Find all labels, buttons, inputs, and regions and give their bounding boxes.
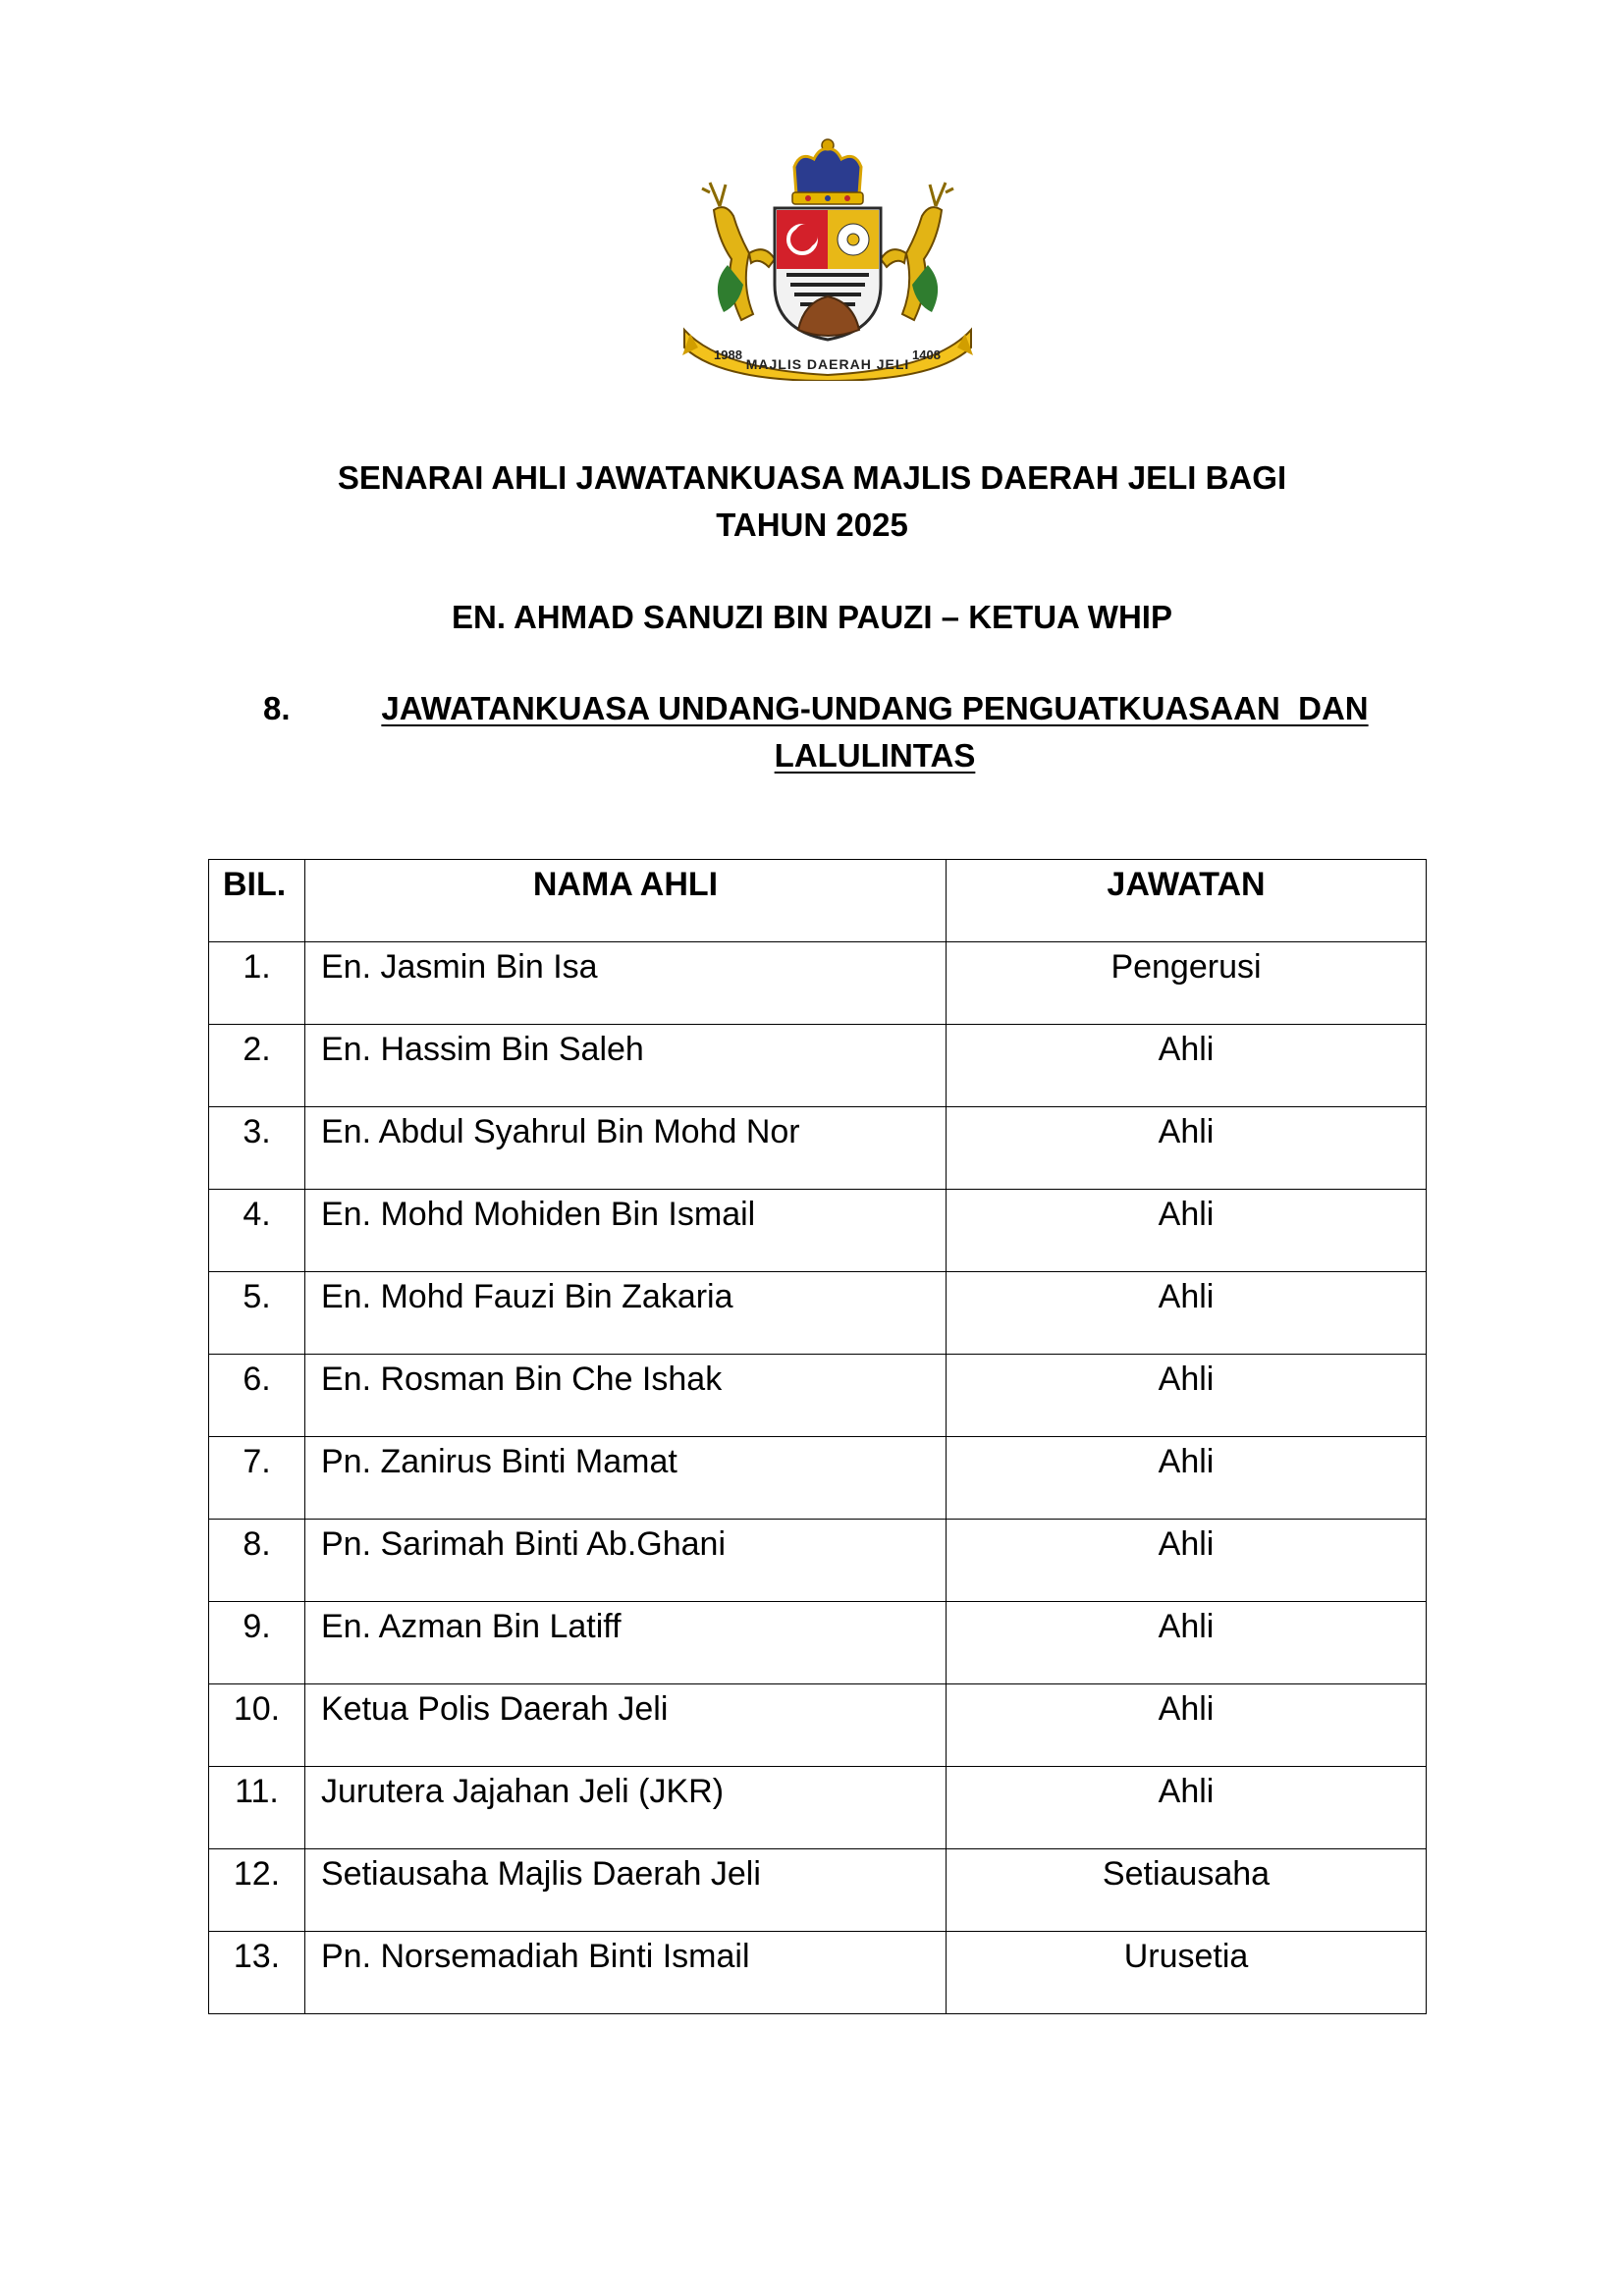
cell-jawatan: Ahli bbox=[947, 1767, 1427, 1849]
cell-bil: 3. bbox=[209, 1107, 305, 1190]
cell-bil: 6. bbox=[209, 1355, 305, 1437]
table-row bbox=[209, 1107, 1427, 1190]
cell-nama: Jurutera Jajahan Jeli (JKR) bbox=[305, 1767, 947, 1849]
shield-icon bbox=[775, 208, 881, 340]
table-row bbox=[209, 1355, 1427, 1437]
cell-jawatan: Ahli bbox=[947, 1437, 1427, 1520]
cell-jawatan: Ahli bbox=[947, 1684, 1427, 1767]
table-row bbox=[209, 1684, 1427, 1767]
table-header-row bbox=[209, 860, 1427, 942]
majlis-daerah-jeli-crest bbox=[680, 137, 975, 381]
table-row bbox=[209, 1025, 1427, 1107]
section-number: 8. bbox=[263, 690, 291, 726]
section-title bbox=[318, 685, 1432, 779]
table-row bbox=[209, 1520, 1427, 1602]
year-left: 1988 bbox=[714, 347, 742, 362]
table-row bbox=[209, 1272, 1427, 1355]
cell-bil: 1. bbox=[209, 942, 305, 1025]
cell-nama: Pn. Zanirus Binti Mamat bbox=[305, 1437, 947, 1520]
header-nama-ahli: NAMA AHLI bbox=[305, 860, 947, 942]
section-title-line1: JAWATANKUASA UNDANG-UNDANG PENGUATKUASAAN DAN bbox=[381, 690, 1369, 726]
cell-jawatan: Ahli bbox=[947, 1355, 1427, 1437]
cell-jawatan: Ahli bbox=[947, 1602, 1427, 1684]
cell-bil: 5. bbox=[209, 1272, 305, 1355]
document-title-line2: TAHUN 2025 bbox=[716, 507, 908, 543]
cell-nama: Setiausaha Majlis Daerah Jeli bbox=[305, 1849, 947, 1932]
ketua-whip-line: EN. AHMAD SANUZI BIN PAUZI – KETUA WHIP bbox=[452, 599, 1172, 635]
cell-jawatan: Ahli bbox=[947, 1520, 1427, 1602]
cell-jawatan: Pengerusi bbox=[947, 942, 1427, 1025]
deer-left-icon bbox=[702, 183, 775, 320]
cell-jawatan: Setiausaha bbox=[947, 1849, 1427, 1932]
table-row bbox=[209, 1767, 1427, 1849]
cell-jawatan: Ahli bbox=[947, 1272, 1427, 1355]
cell-bil: 8. bbox=[209, 1520, 305, 1602]
cell-jawatan: Urusetia bbox=[947, 1932, 1427, 2014]
cell-bil: 7. bbox=[209, 1437, 305, 1520]
crest-ring-text: MAJLIS DAERAH JELI bbox=[745, 356, 910, 372]
committee-members-table bbox=[208, 859, 1427, 2014]
cell-jawatan: Ahli bbox=[947, 1107, 1427, 1190]
cell-nama: En. Rosman Bin Che Ishak bbox=[305, 1355, 947, 1437]
document-title-line1: SENARAI AHLI JAWATANKUASA MAJLIS DAERAH JELI BAGI bbox=[337, 459, 1287, 496]
cell-bil: 10. bbox=[209, 1684, 305, 1767]
header-bil: BIL. bbox=[209, 860, 305, 942]
section-title-line2: LALULINTAS bbox=[774, 737, 976, 774]
table-row bbox=[209, 1849, 1427, 1932]
cell-nama: Ketua Polis Daerah Jeli bbox=[305, 1684, 947, 1767]
cell-bil: 12. bbox=[209, 1849, 305, 1932]
cell-jawatan: Ahli bbox=[947, 1190, 1427, 1272]
table-row bbox=[209, 1437, 1427, 1520]
cell-nama: En. Hassim Bin Saleh bbox=[305, 1025, 947, 1107]
cell-nama: En. Jasmin Bin Isa bbox=[305, 942, 947, 1025]
cell-nama: En. Azman Bin Latiff bbox=[305, 1602, 947, 1684]
cell-bil: 4. bbox=[209, 1190, 305, 1272]
header-jawatan: JAWATAN bbox=[947, 860, 1427, 942]
cell-bil: 9. bbox=[209, 1602, 305, 1684]
cell-jawatan: Ahli bbox=[947, 1025, 1427, 1107]
table-row bbox=[209, 942, 1427, 1025]
cell-bil: 13. bbox=[209, 1932, 305, 2014]
cell-bil: 2. bbox=[209, 1025, 305, 1107]
cell-nama: En. Abdul Syahrul Bin Mohd Nor bbox=[305, 1107, 947, 1190]
year-right: 1408 bbox=[912, 347, 941, 362]
cell-nama: En. Mohd Fauzi Bin Zakaria bbox=[305, 1272, 947, 1355]
table-row bbox=[209, 1932, 1427, 2014]
crown-icon bbox=[792, 139, 863, 204]
cell-nama: Pn. Sarimah Binti Ab.Ghani bbox=[305, 1520, 947, 1602]
deer-right-icon bbox=[881, 183, 953, 320]
table-row bbox=[209, 1190, 1427, 1272]
cell-nama: Pn. Norsemadiah Binti Ismail bbox=[305, 1932, 947, 2014]
cell-bil: 11. bbox=[209, 1767, 305, 1849]
cell-nama: En. Mohd Mohiden Bin Ismail bbox=[305, 1190, 947, 1272]
table-row bbox=[209, 1602, 1427, 1684]
